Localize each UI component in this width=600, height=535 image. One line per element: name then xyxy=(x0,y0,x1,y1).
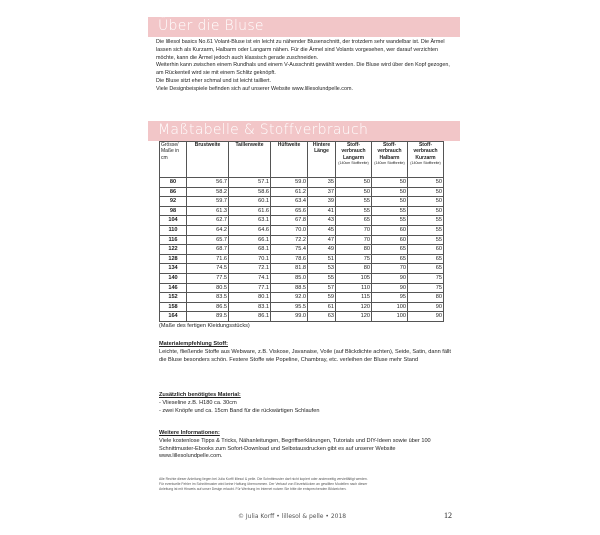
table-caption: (Maße des fertigen Kleidungsstücks) xyxy=(159,323,250,329)
table-cell: 47 xyxy=(308,235,336,245)
table-cell: 65 xyxy=(372,245,408,255)
table-cell: 50 xyxy=(336,187,372,197)
table-cell: 90 xyxy=(372,273,408,283)
table-cell: 55 xyxy=(308,273,336,283)
size-cell: 128 xyxy=(160,254,187,264)
table-cell: 81.8 xyxy=(271,264,308,274)
size-cell: 98 xyxy=(160,206,187,216)
table-cell: 60 xyxy=(372,235,408,245)
table-cell: 75 xyxy=(408,283,444,293)
table-row xyxy=(160,283,444,293)
size-cell: 86 xyxy=(160,187,187,197)
size-cell: 146 xyxy=(160,283,187,293)
materials-item: - Vlieseline z.B. H180 ca. 30cm xyxy=(159,399,237,406)
table-row xyxy=(160,273,444,283)
table-cell: 60 xyxy=(372,225,408,235)
table-cell: 50 xyxy=(372,187,408,197)
table-cell: 58.6 xyxy=(229,187,271,197)
legal-line: Alle Rechte dieser Anleitung liegen bei Julia Korff/ lillesol & pelle. Die Schnittmuster darf nicht kopiert oder anderweitig vervielfältigt werden. xyxy=(159,477,368,481)
table-cell: 95 xyxy=(372,293,408,303)
table-cell: 61.2 xyxy=(271,187,308,197)
header-label: Stoff-verbrauch Halbarm xyxy=(377,142,402,161)
table-cell: 95.5 xyxy=(271,302,308,312)
table-cell: 100 xyxy=(372,302,408,312)
size-cell: 152 xyxy=(160,293,187,303)
table-cell: 61.6 xyxy=(229,206,271,216)
table-cell: 55 xyxy=(408,216,444,226)
table-cell: 70 xyxy=(336,225,372,235)
size-cell: 134 xyxy=(160,264,187,274)
table-cell: 70.1 xyxy=(229,254,271,264)
table-cell: 86.5 xyxy=(187,302,229,312)
header-label: Taillenweite xyxy=(235,142,264,148)
size-cell: 92 xyxy=(160,197,187,207)
table-cell: 35 xyxy=(308,178,336,188)
table-row xyxy=(160,178,444,188)
table-cell: 80.5 xyxy=(187,283,229,293)
table-header-cell xyxy=(336,142,372,178)
header-label: Brustweite xyxy=(194,142,221,148)
page-number: 12 xyxy=(444,511,452,520)
table-cell: 57 xyxy=(308,283,336,293)
table-cell: 68.1 xyxy=(229,245,271,255)
table-cell: 60 xyxy=(408,245,444,255)
table-cell: 55 xyxy=(336,206,372,216)
table-cell: 55 xyxy=(372,216,408,226)
table-cell: 77.5 xyxy=(187,273,229,283)
size-cell: 104 xyxy=(160,216,187,226)
table-cell: 50 xyxy=(336,178,372,188)
table-cell: 49 xyxy=(308,245,336,255)
table-cell: 65 xyxy=(372,254,408,264)
table-cell: 75 xyxy=(408,273,444,283)
table-cell: 63.1 xyxy=(229,216,271,226)
intro-text xyxy=(156,39,456,94)
table-cell: 99.0 xyxy=(271,312,308,322)
table-cell: 72.2 xyxy=(271,235,308,245)
table-row xyxy=(160,216,444,226)
intro-paragraph: Die lillesol basics No.61 Volant-Bluse ist ein leicht zu nähender Blusenschnitt, der trotzdem sehr wandelbar ist. Die Ärmel lassen sich als Kurzarm, Halbarm oder Langarm nähen. Für die Ärmel sind Volants vorgesehen, wer darauf verzichten möchte, kann die Ärmel jedoch auch klassisch gerade zuschneiden. xyxy=(156,39,445,61)
fabric-heading: Materialempfehlung Stoff: xyxy=(159,341,228,347)
table-cell: 88.5 xyxy=(271,283,308,293)
section-title-about: Über die Bluse xyxy=(158,18,264,34)
table-header-cell xyxy=(271,142,308,178)
additional-materials xyxy=(159,392,459,415)
table-cell: 55 xyxy=(408,225,444,235)
footer-copyright: © Julia Korff • lillesol & pelle • 2018 xyxy=(238,513,347,520)
table-cell: 50 xyxy=(372,197,408,207)
intro-paragraph: Viele Designbeispiele befinden sich auf unserer Website www.lillesolundpelle.com. xyxy=(156,85,353,92)
table-cell: 115 xyxy=(336,293,372,303)
header-label: Grösse/ Maße in cm xyxy=(161,142,180,161)
table-cell: 51 xyxy=(308,254,336,264)
materials-item: - zwei Knöpfe und ca. 15cm Band für die rückwärtigen Schlaufen xyxy=(159,407,320,414)
table-cell: 55 xyxy=(408,235,444,245)
table-cell: 110 xyxy=(336,283,372,293)
table-cell: 59.7 xyxy=(187,197,229,207)
table-header-cell xyxy=(308,142,336,178)
table-cell: 50 xyxy=(408,178,444,188)
table-cell: 120 xyxy=(336,302,372,312)
table-header-cell xyxy=(372,142,408,178)
table-cell: 58.2 xyxy=(187,187,229,197)
fabric-recommendation xyxy=(159,341,459,364)
table-cell: 59 xyxy=(308,293,336,303)
legal-line: Für eventuelle Fehler im Schnittmuster wird keine Haftung übernommen. Der Verkauf von Einzelstücken an gewillten Modellen nach dieser xyxy=(159,481,368,486)
table-cell: 64.6 xyxy=(229,225,271,235)
table-cell: 74.1 xyxy=(229,273,271,283)
header-sublabel: (140cm Stoffbreite) xyxy=(338,161,369,166)
table-cell: 65.7 xyxy=(187,235,229,245)
table-cell: 37 xyxy=(308,187,336,197)
table-cell: 65 xyxy=(408,264,444,274)
table-cell: 75 xyxy=(336,254,372,264)
table-row xyxy=(160,254,444,264)
header-label: Hüftweite xyxy=(277,142,301,148)
table-cell: 80 xyxy=(408,293,444,303)
section-title-measurements: Maßtabelle & Stoffverbrauch xyxy=(158,122,369,138)
table-row xyxy=(160,206,444,216)
size-cell: 116 xyxy=(160,235,187,245)
table-cell: 59.0 xyxy=(271,178,308,188)
info-heading: Weitere Informationen: xyxy=(159,430,220,436)
table-cell: 57.1 xyxy=(229,178,271,188)
table-cell: 60.1 xyxy=(229,197,271,207)
section-banner-about xyxy=(148,17,460,37)
table-cell: 50 xyxy=(408,206,444,216)
table-row xyxy=(160,293,444,303)
size-cell: 164 xyxy=(160,312,187,322)
header-sublabel: (140cm Stoffbreite) xyxy=(410,161,441,166)
table-cell: 39 xyxy=(308,197,336,207)
table-cell: 62.7 xyxy=(187,216,229,226)
table-header-cell xyxy=(408,142,444,178)
table-cell: 55 xyxy=(336,197,372,207)
size-cell: 140 xyxy=(160,273,187,283)
table-row xyxy=(160,302,444,312)
table-cell: 70 xyxy=(336,235,372,245)
section-banner-measurements xyxy=(148,121,460,141)
size-cell: 122 xyxy=(160,245,187,255)
materials-heading: Zusätzlich benötigtes Material: xyxy=(159,392,241,398)
table-cell: 61 xyxy=(308,302,336,312)
table-header-cell xyxy=(229,142,271,178)
intro-paragraph: Weiterhin kann zwischen einem Rundhals und einem V-Ausschnitt gewählt werden. Die Bluse wird über den Kopf gezogen, am Rückenteil wird sie mit einem Schlitz geknöpft. xyxy=(156,62,450,77)
table-cell: 63.4 xyxy=(271,197,308,207)
table-cell: 72.1 xyxy=(229,264,271,274)
header-label: Stoff-verbrauch Kurzarm xyxy=(413,142,438,161)
table-cell: 120 xyxy=(336,312,372,322)
table-cell: 90 xyxy=(408,312,444,322)
table-cell: 100 xyxy=(372,312,408,322)
table-cell: 65 xyxy=(408,254,444,264)
table-row xyxy=(160,225,444,235)
table-header-row xyxy=(160,142,444,178)
table-body xyxy=(160,178,444,322)
table-cell: 90 xyxy=(408,302,444,312)
table-row xyxy=(160,312,444,322)
size-table xyxy=(159,141,444,322)
table-cell: 77.1 xyxy=(229,283,271,293)
table-cell: 80 xyxy=(336,245,372,255)
intro-paragraph: Die Bluse sitzt eher schmal und ist leicht tailliert. xyxy=(156,77,272,84)
table-cell: 65 xyxy=(336,216,372,226)
table-header-cell xyxy=(160,142,187,178)
table-cell: 90 xyxy=(372,283,408,293)
size-cell: 80 xyxy=(160,178,187,188)
table-cell: 43 xyxy=(308,216,336,226)
table-cell: 71.6 xyxy=(187,254,229,264)
size-cell: 110 xyxy=(160,225,187,235)
header-label: Hintere Länge xyxy=(312,142,331,155)
table-cell: 89.5 xyxy=(187,312,229,322)
table-cell: 85.0 xyxy=(271,273,308,283)
info-text: Viele kostenlose Tipps & Tricks, Nähanleitungen, Begriffserklärungen, Tutorials und DIY-Ideen sowie über 100 Schnittmuster-Ebooks zum Sofort-Download und Selbstausdrucken gibt es auf unserer Website www.lillesolundpelle.com. xyxy=(159,437,431,460)
table-cell: 75.4 xyxy=(271,245,308,255)
table-cell: 105 xyxy=(336,273,372,283)
table-cell: 56.7 xyxy=(187,178,229,188)
further-information xyxy=(159,430,459,461)
table-cell: 70 xyxy=(372,264,408,274)
table-cell: 83.5 xyxy=(187,293,229,303)
table-cell: 74.5 xyxy=(187,264,229,274)
table-cell: 80 xyxy=(336,264,372,274)
header-label: Stoff-verbrauch Langarm xyxy=(341,142,366,161)
table-cell: 66.1 xyxy=(229,235,271,245)
table-cell: 41 xyxy=(308,206,336,216)
table-cell: 92.0 xyxy=(271,293,308,303)
table-cell: 65.6 xyxy=(271,206,308,216)
table-cell: 50 xyxy=(408,197,444,207)
table-cell: 50 xyxy=(372,178,408,188)
legal-line: Anleitung ist mit Hinweis auf unser Design erlaubt. Für Werbung im Internet nutzen Sie bitte die entsprechenden Bildzeichen. xyxy=(159,486,347,491)
table-cell: 67.8 xyxy=(271,216,308,226)
fabric-text: Leichte, fließende Stoffe aus Webware, z.B. Viskose, Javanaise, Voile (auf Blickdichte achten), Seide, Satin, dann fällt die Bluse besonders schön. Festere Stoffe wie Popeline, Chambray, etc. verleihen der Bluse mehr Stand xyxy=(159,348,451,363)
table-cell: 68.7 xyxy=(187,245,229,255)
table-row xyxy=(160,235,444,245)
table-cell: 83.1 xyxy=(229,302,271,312)
table-row xyxy=(160,187,444,197)
table-cell: 53 xyxy=(308,264,336,274)
table-row xyxy=(160,264,444,274)
table-cell: 70.0 xyxy=(271,225,308,235)
table-cell: 80.1 xyxy=(229,293,271,303)
table-cell: 61.3 xyxy=(187,206,229,216)
size-cell: 158 xyxy=(160,302,187,312)
table-cell: 50 xyxy=(408,187,444,197)
table-row xyxy=(160,245,444,255)
table-cell: 45 xyxy=(308,225,336,235)
table-cell: 63 xyxy=(308,312,336,322)
table-header-cell xyxy=(187,142,229,178)
table-row xyxy=(160,197,444,207)
table-cell: 64.2 xyxy=(187,225,229,235)
table-cell: 55 xyxy=(372,206,408,216)
header-sublabel: (140cm Stoffbreite) xyxy=(374,161,405,166)
legal-notice xyxy=(159,477,464,491)
table-cell: 86.1 xyxy=(229,312,271,322)
table-cell: 78.6 xyxy=(271,254,308,264)
